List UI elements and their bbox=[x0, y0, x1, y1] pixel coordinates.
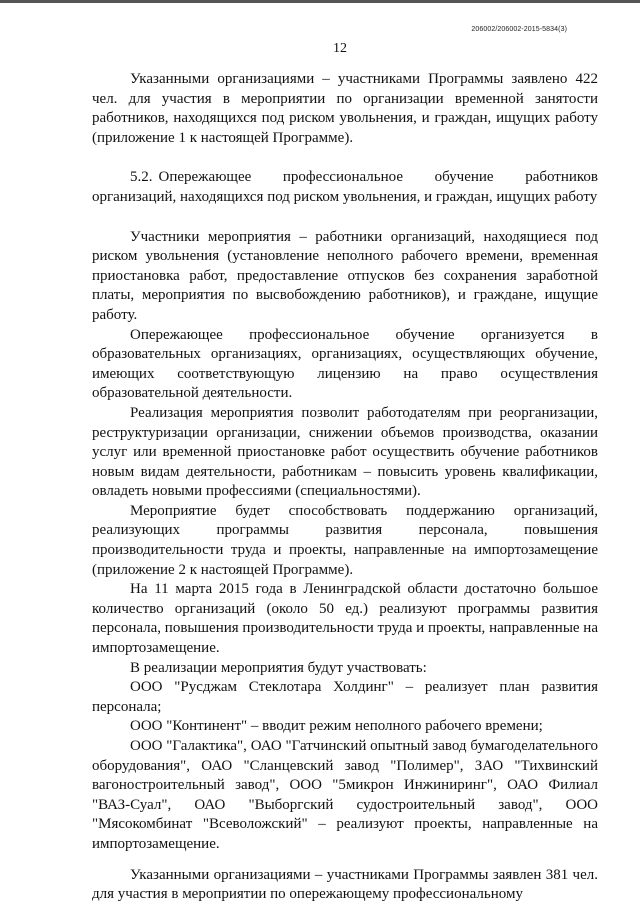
paragraph-rusjam: ООО "Русджам Стеклотара Холдинг" – реализует план развития персонала; bbox=[92, 679, 598, 715]
section-heading bbox=[92, 168, 598, 207]
paragraph-kontinent: ООО "Континент" – вводит режим неполного рабочего времени; bbox=[130, 718, 543, 735]
paragraph-participants-intro: В реализации мероприятия будут участвовать: bbox=[130, 659, 427, 676]
paragraph-participants-381: Указанными организациями – участниками Программы заявлен 381 чел. для участия в мероприятии по опережающему профессиональному bbox=[92, 866, 598, 903]
document-body bbox=[92, 70, 598, 905]
document-code: 206002/206002-2015-5834(3) bbox=[471, 26, 567, 33]
top-border-line bbox=[0, 0, 640, 3]
section-title: Опережающее профессиональное обучение работников организаций, находящихся под риском увольнения, и граждан, ищущих работу bbox=[92, 169, 598, 205]
paragraph-import-substitution-list: ООО "Галактика", ОАО "Гатчинский опытный завод бумагоделательного оборудования", ОАО "Сланцевский завод "Полимер", ЗАО "Тихвинский вагоностроительный завод", ООО "5микрон Инжиниринг", ОАО Филиал "ВАЗ-Суал", ОАО "Выборгский судостроительный завод", ООО "Мясокомбинат "Всеволожский" – реализуют проекты, направленные на импортозамещение. bbox=[92, 738, 598, 852]
paragraph-participants-422: Указанными организациями – участниками Программы заявлено 422 чел. для участия в мероприятии по организации временной занятости работников, находящихся под риском увольнения, и граждан, ищущих работу (приложение 1 к настоящей Программе). bbox=[92, 71, 598, 146]
paragraph-participants-definition: Участники мероприятия – работники организаций, находящиеся под риском увольнения (установление неполного рабочего времени, временная приостановка работ, предоставление отпусков без сохранения заработной платы, мероприятия по высвобождению работников), и граждане, ищущие работу. bbox=[92, 228, 598, 323]
section-number: 5.2. bbox=[130, 169, 153, 186]
paragraph-training-organization: Опережающее профессиональное обучение организуется в образовательных организациях, организациях, осуществляющих обучение, имеющих соответствующую лицензию на право осуществления образовательной деятельности. bbox=[92, 326, 598, 402]
page-number: 12 bbox=[333, 41, 347, 56]
paragraph-implementation: Реализация мероприятия позволит работодателям при реорганизации, реструктуризации организации, снижении объемов производства, оказании услуг или временной приостановке работ осуществить обучение работников новым видам деятельности, работникам – повысить уровень квалификации, овладеть новыми профессиями (специальностями). bbox=[92, 404, 598, 500]
paragraph-support: Мероприятие будет способствовать поддержанию организаций, реализующих программы развития персонала, повышения производительности труда и проекты, направленные на импортозамещение (приложение 2 к настоящей Программе). bbox=[92, 502, 598, 578]
paragraph-march-2015: На 11 марта 2015 года в Ленинградской области достаточно большое количество организаций (около 50 ед.) реализуют программы развития персонала, повышения производительности труда и проекты, направленные на импортозамещение. bbox=[92, 581, 598, 657]
